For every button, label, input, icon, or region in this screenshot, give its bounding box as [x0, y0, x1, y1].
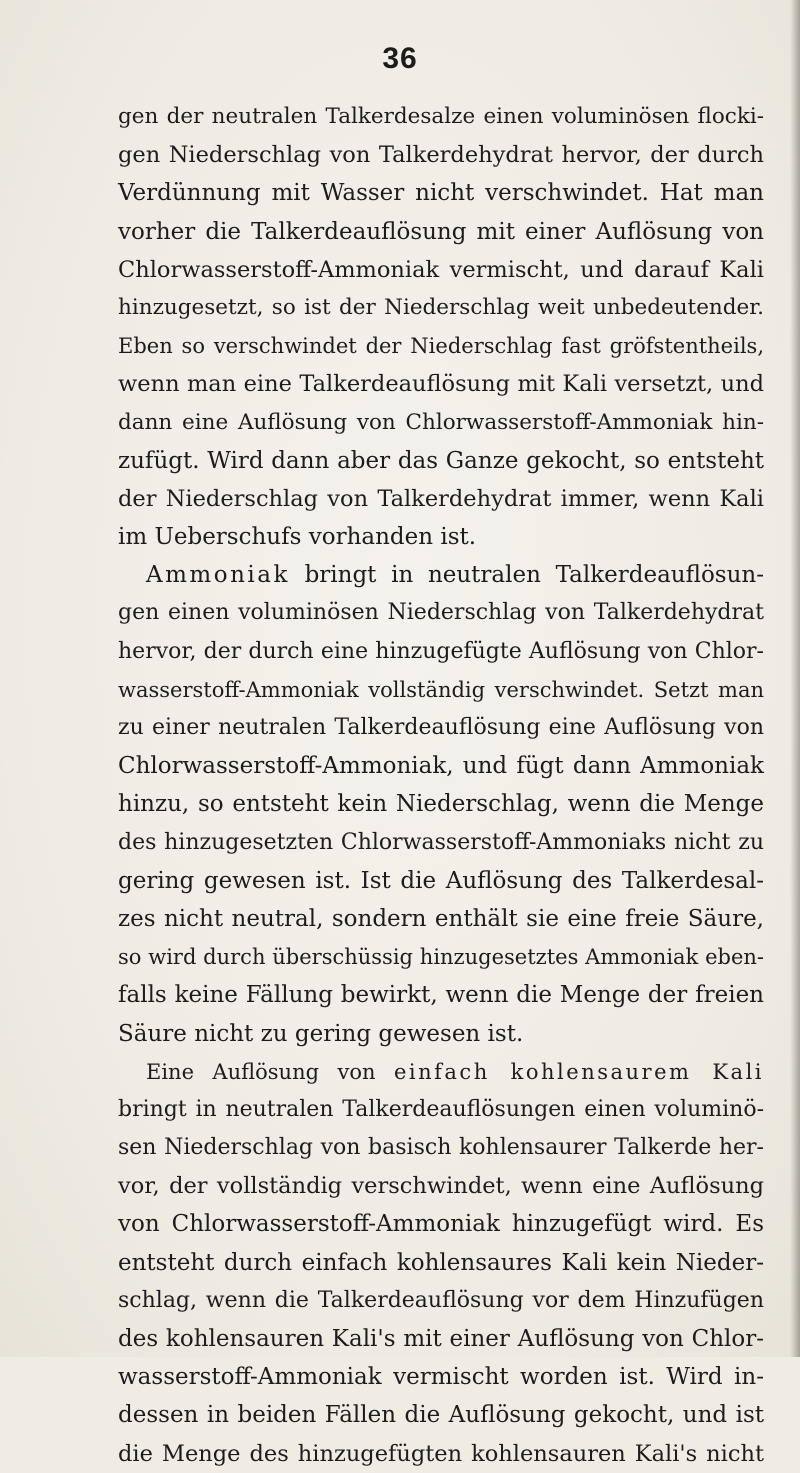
text-line: Eben so verschwindet der Niederschlag fast gröfstentheils, — [118, 334, 764, 359]
text-line: im Ueberschufs vorhanden ist. — [118, 524, 477, 551]
body-text — [118, 98, 764, 1473]
text-line: gen einen voluminösen Niederschlag von Talkerdehydrat — [118, 600, 764, 626]
text-line: dann eine Auflösung von Chlorwasserstoff-Ammoniak hin- — [118, 409, 764, 435]
text-line — [118, 1053, 764, 1091]
text-line: zes nicht neutral, sondern enthält sie eine freie Säure, — [118, 905, 764, 932]
text-line: wenn man eine Talkerdeauflösung mit Kali versetzt, und — [118, 371, 764, 398]
page-number: 36 — [382, 42, 418, 75]
text-line — [118, 556, 764, 594]
text-line: Chlorwasserstoff-Ammoniak, und fügt dann Ammoniak — [118, 753, 764, 780]
text-line: Verdünnung mit Wasser nicht verschwindet. Hat man — [118, 180, 764, 207]
text-line: bringt in neutralen Talkerdeauflösungen einen voluminö- — [118, 1096, 764, 1122]
text-line: falls keine Fällung bewirkt, wenn die Menge der freien — [118, 982, 764, 1009]
text-line: wasserstoff-Ammoniak vermischt worden ist. Wird in- — [118, 1364, 764, 1391]
text-line: so wird durch überschüssig hinzugesetztes Ammoniak eben- — [118, 945, 764, 970]
text-line: zufügt. Wird dann aber das Ganze gekocht, so entsteht — [118, 447, 764, 474]
emphasized-term: einfach kohlensaurem Kali — [393, 1059, 764, 1084]
text-line: hinzu, so entsteht kein Niederschlag, wenn die Menge — [118, 791, 764, 818]
text-line-start: Eine Auflösung von — [146, 1059, 394, 1084]
text-line: vorher die Talkerdeauflösung mit einer Auflösung von — [118, 218, 764, 245]
emphasized-term: Ammoniak — [146, 562, 290, 589]
text-line: Chlorwasserstoff-Ammoniak vermischt, und darauf Kali — [118, 256, 764, 283]
text-line: hervor, der durch eine hinzugefügte Auflösung von Chlor- — [118, 638, 764, 664]
text-line-rest: bringt in neutralen Talkerdeauflösun- — [289, 562, 764, 589]
text-line: dessen in beiden Fällen die Auflösung gekocht, und ist — [118, 1402, 764, 1429]
text-line: schlag, wenn die Talkerdeauflösung vor dem Hinzufügen — [118, 1287, 764, 1313]
text-line: von Chlorwasserstoff-Ammoniak hinzugefügt wird. Es — [118, 1211, 764, 1238]
text-line: des hinzugesetzten Chlorwasserstoff-Ammoniaks nicht zu — [118, 829, 764, 855]
text-line: vor, der vollständig verschwindet, wenn eine Auflösung — [118, 1173, 764, 1200]
text-line: gen der neutralen Talkerdesalze einen voluminösen flocki- — [118, 104, 764, 129]
text-line: gering gewesen ist. Ist die Auflösung des Talkerdesal- — [118, 867, 764, 894]
text-line: der Niederschlag von Talkerdehydrat immer, wenn Kali — [118, 485, 764, 512]
text-line: Säure nicht zu gering gewesen ist. — [118, 1020, 524, 1047]
text-line: wasserstoff-Ammoniak vollständig verschwindet. Setzt man — [118, 677, 764, 702]
text-line: sen Niederschlag von basisch kohlensaurer Talkerde her- — [118, 1135, 764, 1161]
text-line: hinzugesetzt, so ist der Niederschlag weit unbedeutender. — [118, 294, 764, 320]
text-line: gen Niederschlag von Talkerdehydrat hervor, der durch — [118, 142, 764, 169]
text-line: die Menge des hinzugefügten kohlensauren Kali's nicht — [118, 1440, 764, 1467]
page-edge-shadow — [790, 0, 800, 1357]
text-line: zu einer neutralen Talkerdeauflösung eine Auflösung von — [118, 715, 764, 740]
text-line: des kohlensauren Kali's mit einer Auflösung von Chlor- — [118, 1326, 764, 1352]
text-line: entsteht durch einfach kohlensaures Kali kein Nieder- — [118, 1249, 764, 1276]
